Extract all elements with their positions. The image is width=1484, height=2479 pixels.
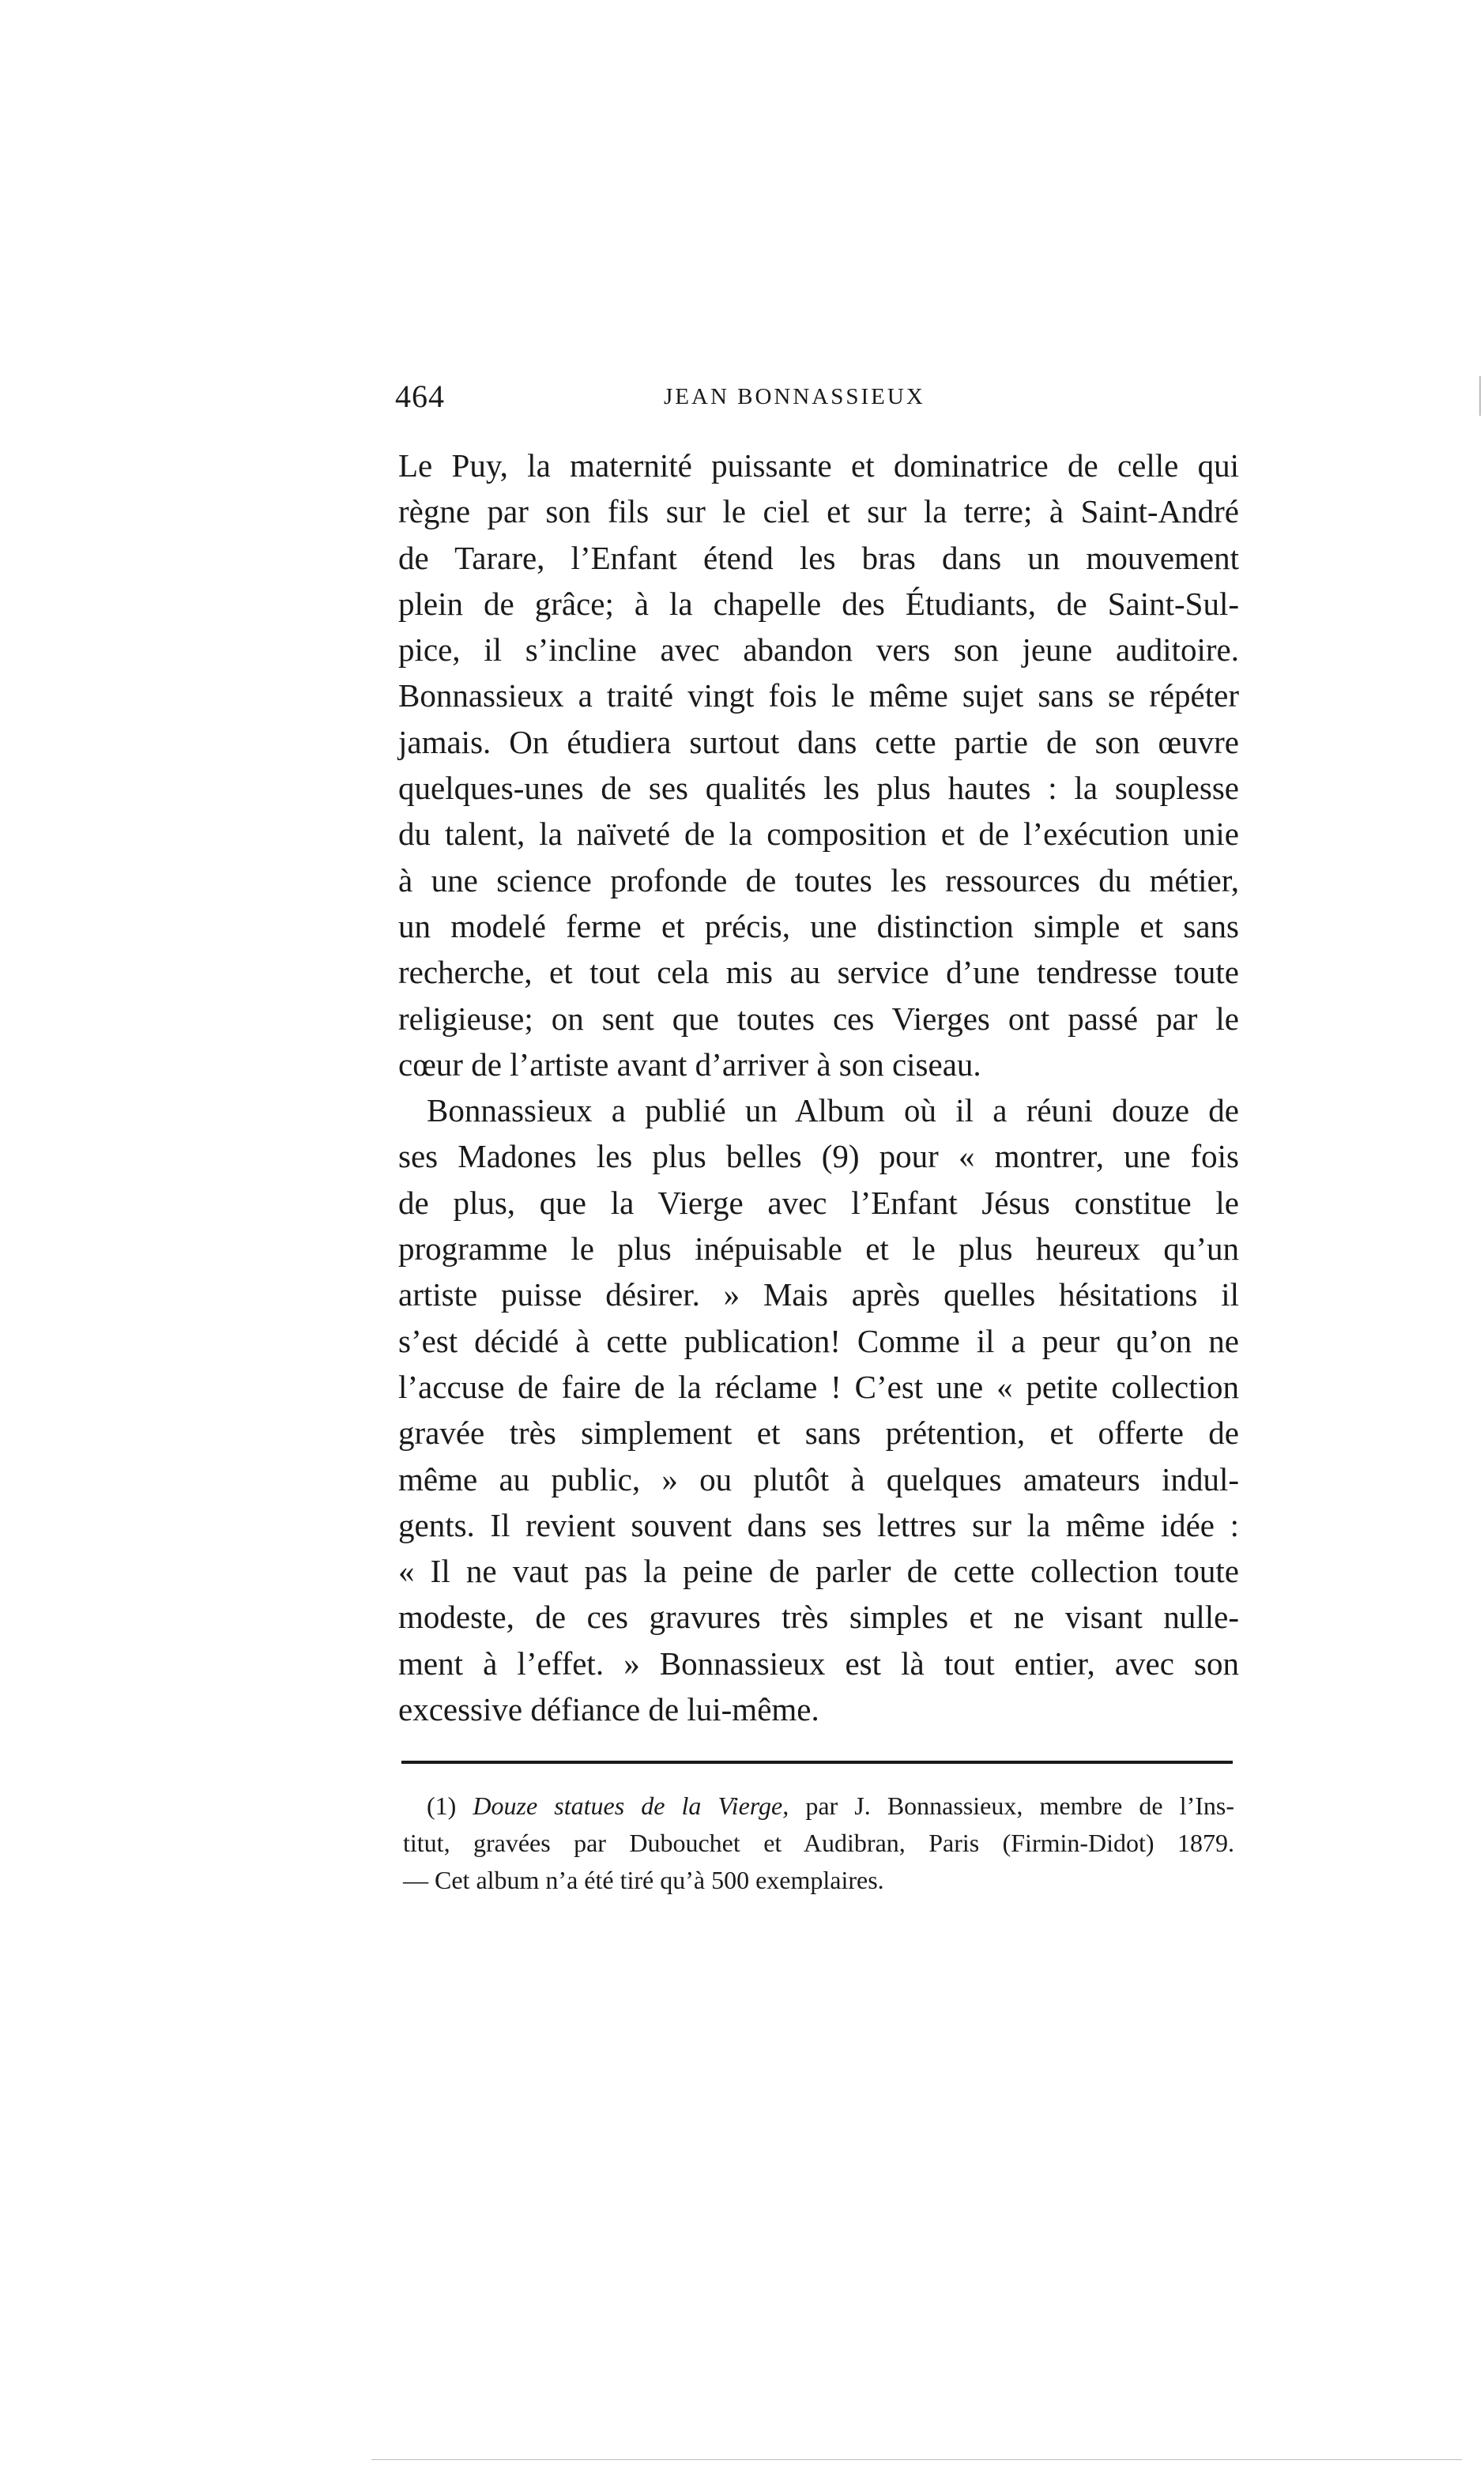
page-header <box>395 378 1241 425</box>
text-line: règne par son fils sur le ciel et sur la terre; à Saint-André <box>398 493 1239 530</box>
text-line: gravée très simplement et sans prétention, et offerte de <box>398 1415 1239 1452</box>
text-line: Bonnassieux a traité vingt fois le même sujet sans se répéter <box>398 677 1239 714</box>
running-title: JEAN BONNASSIEUX <box>664 384 925 409</box>
text-line: un modelé ferme et précis, une distinction simple et sans <box>398 907 1239 944</box>
text-line: « Il ne vaut pas la peine de parler de cette collection toute <box>398 1553 1239 1590</box>
footnote-marker: (1) <box>427 1791 457 1820</box>
footnote-divider <box>401 1761 1233 1764</box>
text-line: plein de grâce; à la chapelle des Étudiants, de Saint-Sul- <box>398 585 1239 622</box>
page-number: 464 <box>395 379 445 414</box>
footnote-line <box>403 1788 1234 1825</box>
text-line: gents. Il revient souvent dans ses lettres sur la même idée : <box>398 1506 1239 1543</box>
text-line: de Tarare, l’Enfant étend les bras dans un mouvement <box>398 539 1239 576</box>
text-line: cœur de l’artiste avant d’arriver à son ciseau. <box>398 1045 981 1083</box>
text-line: artiste puisse désirer. » Mais après quelles hésitations il <box>398 1276 1239 1313</box>
text-line: Le Puy, la maternité puissante et dominatrice de celle qui <box>398 447 1239 484</box>
text-line: de plus, que la Vierge avec l’Enfant Jésus constitue le <box>398 1184 1239 1221</box>
footnote-text: par J. Bonnassieux, membre de l’Ins- <box>805 1791 1235 1820</box>
text-line: à une science profonde de toutes les ressources du métier, <box>398 861 1239 899</box>
text-line: du talent, la naïveté de la composition et de l’exécution unie <box>398 816 1239 853</box>
text-line: ment à l’effet. » Bonnassieux est là tout entier, avec son <box>398 1645 1239 1682</box>
text-line: recherche, et tout cela mis au service d’une tendresse toute <box>398 954 1239 991</box>
scan-edge-mark <box>1479 376 1481 416</box>
text-line: quelques-unes de ses qualités les plus hautes : la souplesse <box>398 770 1239 807</box>
footnote-title: Douze statues de la Vierge, <box>473 1791 789 1820</box>
footnote-line: titut, gravées par Dubouchet et Audibran, Paris (Firmin-Didot) 1879. <box>403 1829 1234 1857</box>
footnote-line: — Cet album n’a été tiré qu’à 500 exemplaires. <box>403 1866 884 1894</box>
scan-edge-mark <box>371 2459 1462 2460</box>
text-line: s’est décidé à cette publication! Comme il a peur qu’on ne <box>398 1322 1239 1359</box>
body-text <box>398 443 1239 1732</box>
text-line: Bonnassieux a publié un Album où il a réuni douze de <box>427 1092 1239 1129</box>
text-line: jamais. On étudiera surtout dans cette partie de son œuvre <box>398 723 1239 760</box>
text-line: même au public, » ou plutôt à quelques amateurs indul- <box>398 1460 1239 1498</box>
text-line: ses Madones les plus belles (9) pour « montrer, une fois <box>398 1138 1239 1175</box>
text-line: modeste, de ces gravures très simples et ne visant nulle- <box>398 1599 1239 1636</box>
text-line: l’accuse de faire de la réclame ! C’est une « petite collection <box>398 1368 1239 1405</box>
text-line: religieuse; on sent que toutes ces Vierges ont passé par le <box>398 1000 1239 1037</box>
text-line: excessive défiance de lui-même. <box>398 1691 819 1728</box>
footnote <box>403 1788 1234 1899</box>
text-line: pice, il s’incline avec abandon vers son jeune auditoire. <box>398 631 1239 669</box>
text-line: programme le plus inépuisable et le plus heureux qu’un <box>398 1230 1239 1268</box>
